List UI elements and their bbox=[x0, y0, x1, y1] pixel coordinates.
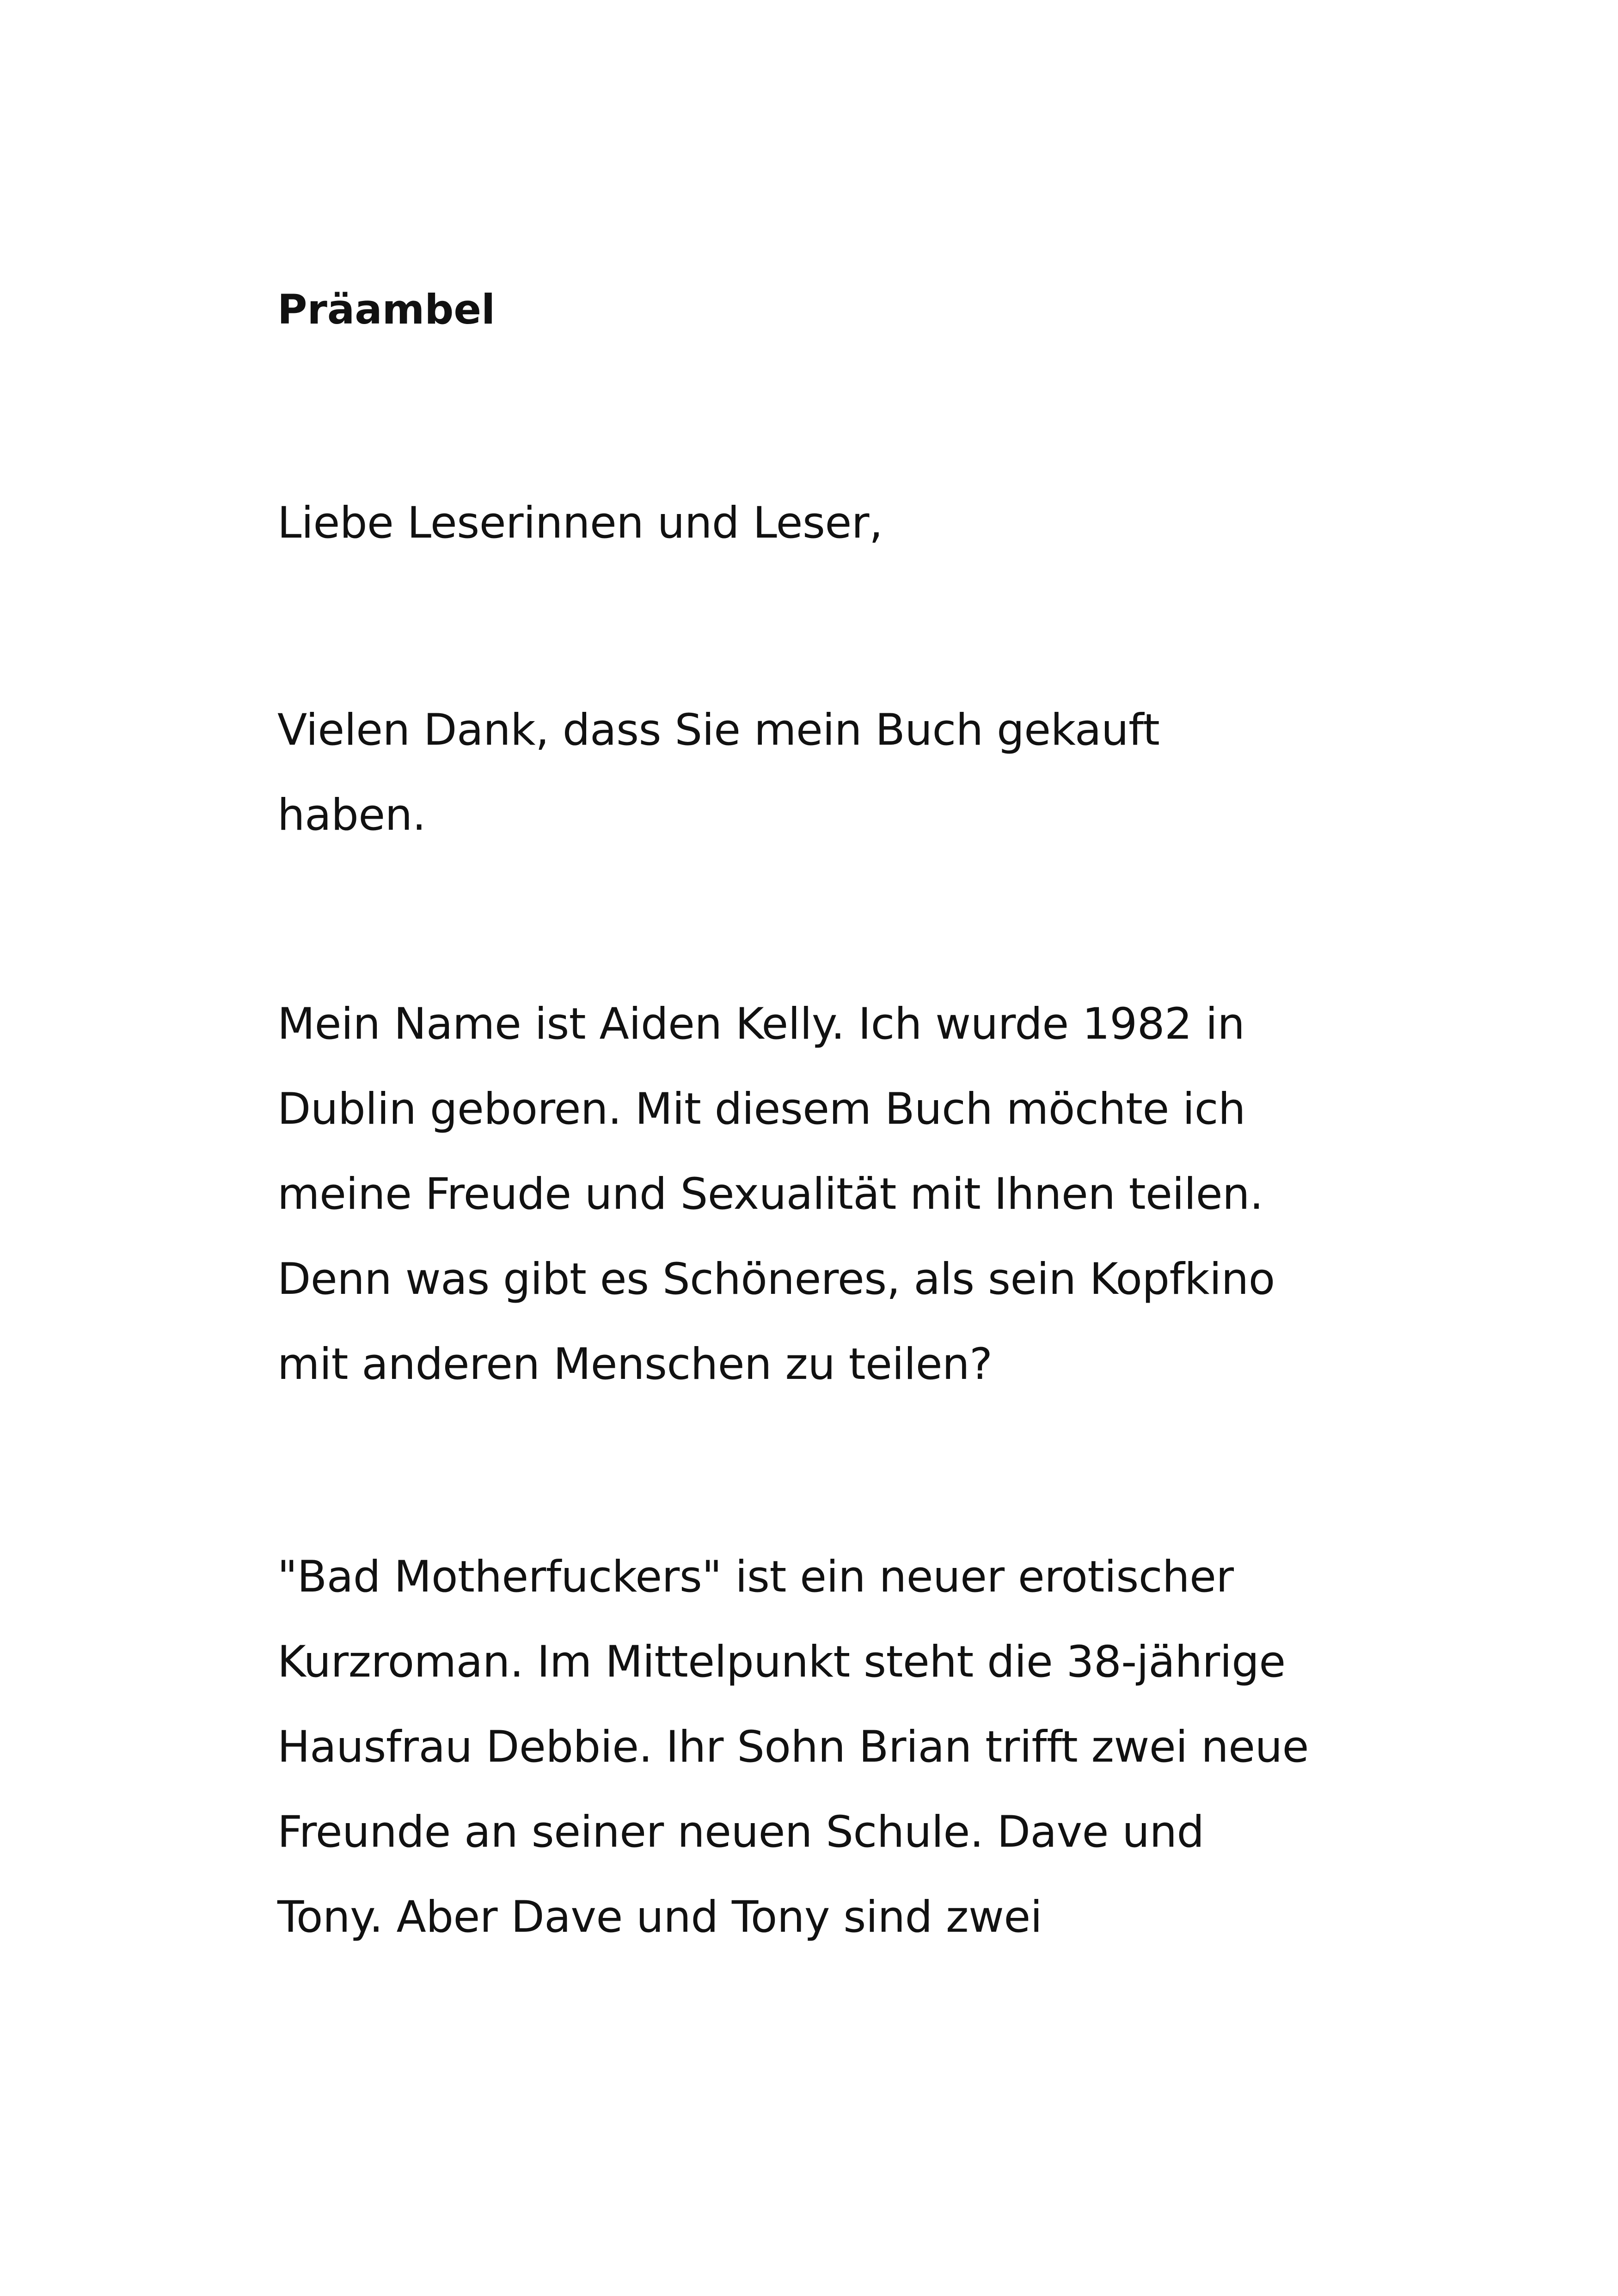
page-title: Präambel bbox=[277, 286, 496, 333]
text-line: Hausfrau Debbie. Ihr Sohn Brian trifft zwei neue bbox=[277, 1722, 1309, 1772]
paragraph-salutation bbox=[277, 481, 883, 566]
text-line: "Bad Motherfuckers" ist ein neuer erotischer bbox=[277, 1552, 1234, 1602]
text-line: Freunde an seiner neuen Schule. Dave und bbox=[277, 1807, 1204, 1857]
paragraph-thanks bbox=[277, 688, 1159, 858]
text-line: Tony. Aber Dave und Tony sind zwei bbox=[277, 1892, 1042, 1942]
text-line: Denn was gibt es Schöneres, als sein Kopfkino bbox=[277, 1254, 1275, 1304]
text-line: mit anderen Menschen zu teilen? bbox=[277, 1339, 993, 1390]
paragraph-author-intro bbox=[277, 982, 1275, 1407]
paragraph-book-summary bbox=[277, 1535, 1309, 1960]
text-line: Kurzroman. Im Mittelpunkt steht die 38-jährige bbox=[277, 1637, 1286, 1687]
text-line: haben. bbox=[277, 790, 426, 840]
text-line: Vielen Dank, dass Sie mein Buch gekauft bbox=[277, 705, 1160, 755]
text-line: Mein Name ist Aiden Kelly. Ich wurde 1982 in bbox=[277, 999, 1245, 1049]
text-line: Liebe Leserinnen und Leser, bbox=[277, 498, 883, 548]
text-line: meine Freude und Sexualität mit Ihnen teilen. bbox=[277, 1169, 1263, 1219]
text-line: Dublin geboren. Mit diesem Buch möchte ich bbox=[277, 1084, 1246, 1134]
